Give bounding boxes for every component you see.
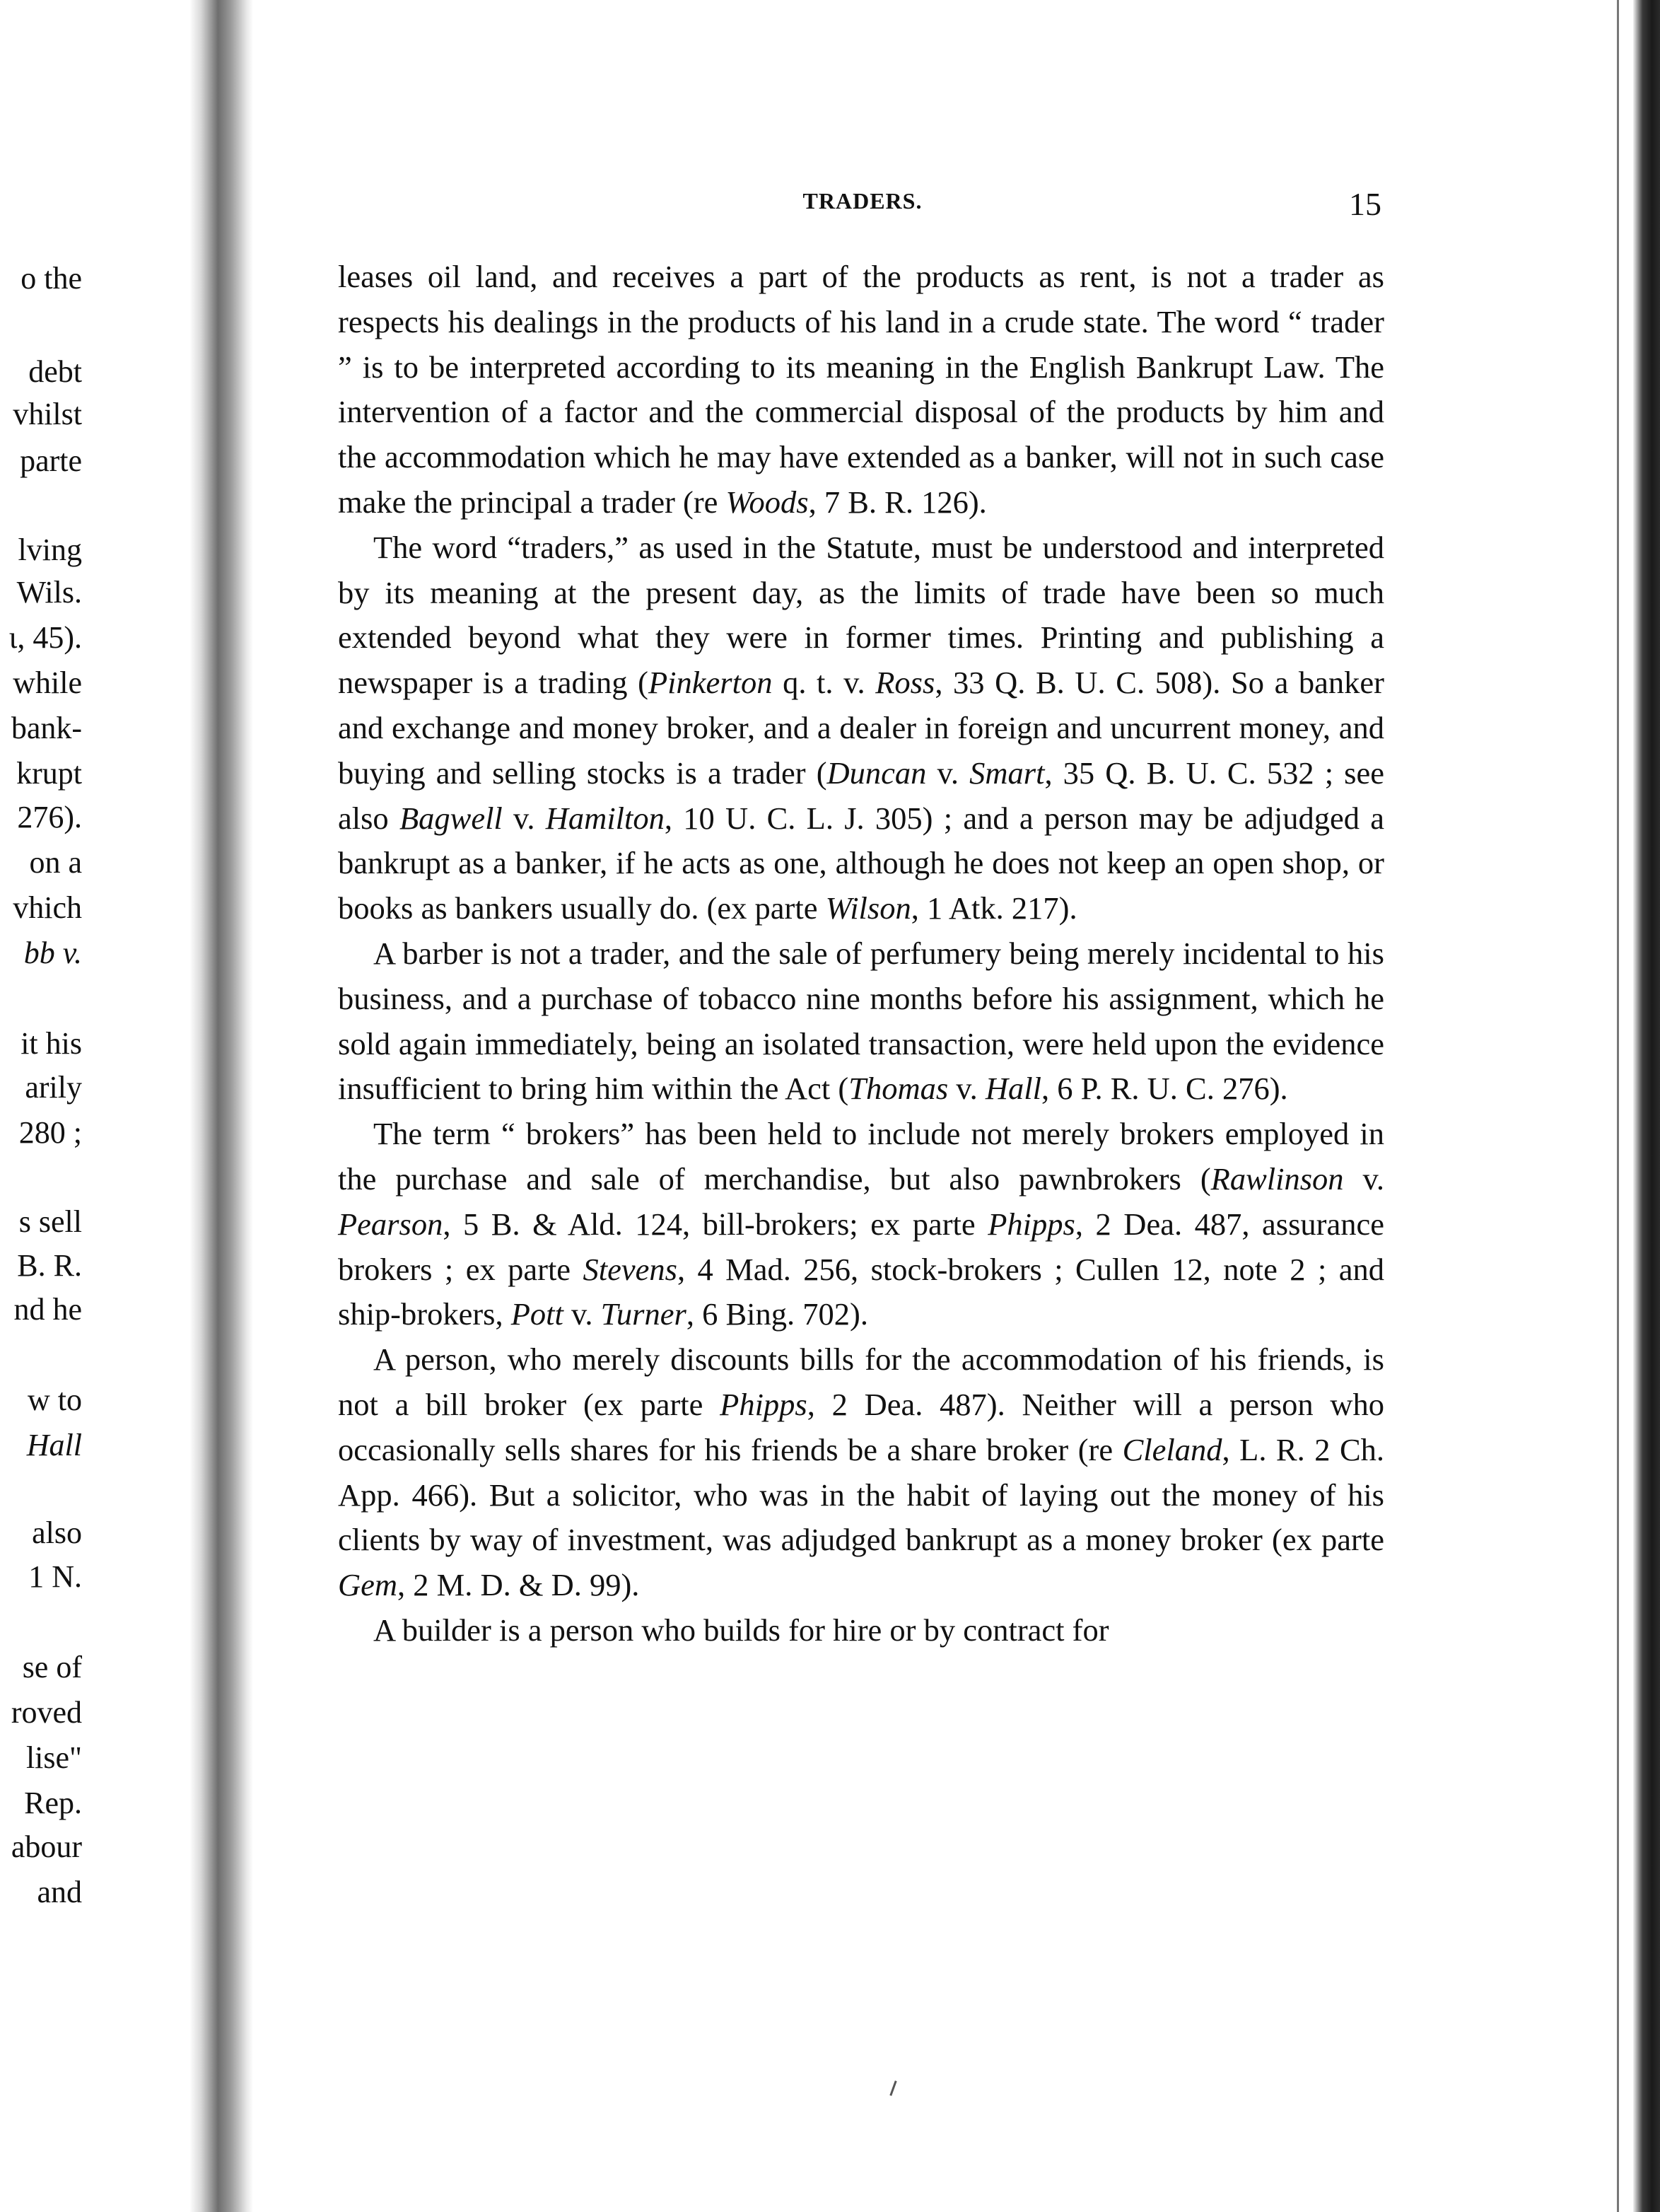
previous-page-line: Rep. xyxy=(24,1786,82,1820)
text-run: , 6 Bing. 702). xyxy=(686,1296,868,1332)
previous-page-line: o the xyxy=(21,261,82,296)
previous-page-line: vhilst xyxy=(13,397,82,431)
case-name: Stevens xyxy=(583,1251,677,1287)
previous-page-line: debt xyxy=(28,354,82,389)
previous-page-line: 1 N. xyxy=(28,1559,82,1594)
stray-ink-mark xyxy=(889,2080,896,2096)
previous-page-line: on a xyxy=(29,845,82,880)
text-run: , 6 P. R. U. C. 276). xyxy=(1041,1071,1288,1107)
previous-page-line: arily xyxy=(25,1070,82,1105)
text-run: , L. R. 2 Ch. App. 466). But a solicitor, who was in the habit of laying out the money of his clients by way of investment, was adjudged bankrupt as a money broker (ex parte xyxy=(338,1431,1385,1558)
case-name: Smart xyxy=(969,755,1045,791)
page-edge-line xyxy=(1617,0,1619,2212)
previous-page-line: s sell xyxy=(18,1204,82,1239)
previous-page-line: bank- xyxy=(11,711,82,745)
previous-page-line: bb v. xyxy=(23,936,82,970)
page-number: 15 xyxy=(1349,186,1381,222)
previous-page-line: B. R. xyxy=(17,1248,82,1283)
previous-page-line: se of xyxy=(22,1650,82,1684)
case-name: Pinkerton xyxy=(648,665,773,701)
binding-gutter-shadow xyxy=(189,0,253,2212)
previous-page-line: while xyxy=(13,665,82,700)
case-name: Hall xyxy=(985,1071,1042,1107)
paragraph xyxy=(338,525,1384,931)
previous-page-line: 276). xyxy=(17,800,82,834)
text-run: , 2 Dea. 487, assurance brokers ; ex parte xyxy=(338,1206,1384,1287)
case-name: Phipps xyxy=(988,1206,1075,1242)
case-name: Gem xyxy=(338,1567,398,1603)
paragraph xyxy=(338,1337,1384,1608)
text-run: , 35 Q. B. U. C. 532 ; see also xyxy=(338,755,1384,836)
page-header xyxy=(344,188,1381,238)
text-run: , 1 Atk. 217). xyxy=(911,890,1077,926)
case-name: Hamilton xyxy=(545,800,665,836)
book-edge-dark xyxy=(1633,0,1660,2212)
body-text xyxy=(338,255,1384,1653)
previous-page-line: it his xyxy=(21,1026,82,1061)
case-name: Ross xyxy=(875,665,935,701)
text-run: v. xyxy=(948,1071,986,1107)
text-run: A builder is a person who builds for hire or by contract for xyxy=(373,1612,1109,1648)
case-name: Phipps xyxy=(720,1386,807,1422)
previous-page-line: krupt xyxy=(16,756,82,791)
case-name: Rawlinson xyxy=(1210,1160,1344,1197)
text-run: , 10 U. C. L. J. 305) ; and a person may be adjudged a bankrupt as a banker, if he acts as one, although he does not keep an open shop, or books as bankers usually do. (ex parte xyxy=(338,800,1384,926)
previous-page-line: Hall xyxy=(26,1428,82,1462)
paragraph xyxy=(338,931,1384,1112)
text-run: leases oil land, and receives a part of the products as rent, is not a trader as respects his dealings in the products of his land in a crude state. The word “ trader ” is to be interpreted according to its meaning in the English Bankrupt Law. The intervention of a factor and the commercial disposal of the products by him and the accommodation which he may have extended as a banker, will not in such case make the principal a trader (re xyxy=(338,259,1384,520)
previous-page-line: lving xyxy=(18,532,82,567)
text-run: , 33 Q. B. U. C. 508). So a banker and exchange and money broker, and a dealer in foreign and uncurrent money, and buying and selling stocks is a trader ( xyxy=(338,665,1384,791)
previous-page-line: also xyxy=(32,1515,82,1550)
paragraph xyxy=(338,1112,1384,1337)
text-run: The term “ brokers” has been held to include not merely brokers employed in the purchase and sale of merchandise, but also pawnbrokers ( xyxy=(338,1116,1384,1197)
previous-page-line: w to xyxy=(28,1382,82,1417)
previous-page-line: and xyxy=(37,1875,82,1909)
text-run: , 4 Mad. 256, stock-brokers ; Cullen 12, note 2 ; and ship-brokers, xyxy=(338,1251,1384,1332)
text-run: A person, who merely discounts bills for the accommodation of his friends, is not a bill broker (ex parte xyxy=(338,1341,1384,1422)
case-name: Turner xyxy=(600,1296,686,1332)
case-name: Wilson xyxy=(825,890,911,926)
case-name: Duncan xyxy=(826,755,927,791)
case-name: Thomas xyxy=(848,1071,949,1107)
text-run: v. xyxy=(1343,1160,1384,1197)
case-name: Pearson xyxy=(338,1206,443,1242)
case-name: Bagwell xyxy=(399,800,503,836)
previous-page-line: 280 ; xyxy=(18,1115,82,1150)
case-name: Pott xyxy=(510,1296,563,1332)
previous-page-line: abour xyxy=(11,1829,82,1864)
previous-page-line: Wils. xyxy=(16,575,82,610)
text-run: The word “traders,” as used in the Statute, must be understood and interpreted by its meaning at the present day, as the limits of trade have been so much extended beyond what they were in former times. Printing and publishing a newspaper is a trading ( xyxy=(338,529,1384,701)
text-run: v. xyxy=(926,755,970,791)
text-run: v. xyxy=(502,800,546,836)
previous-page-line: ι, 45). xyxy=(8,620,82,655)
previous-page-line: nd he xyxy=(13,1292,82,1327)
text-run: q. t. v. xyxy=(772,665,876,701)
previous-page-line: parte xyxy=(20,443,82,478)
running-head: TRADERS. xyxy=(802,188,923,214)
text-run: , 2 Dea. 487). Neither will a person who occasionally sells shares for his friends be a share broker (re xyxy=(338,1386,1384,1467)
text-run: , 2 M. D. & D. 99). xyxy=(397,1567,640,1603)
text-run: , 7 B. R. 126). xyxy=(808,484,987,520)
previous-page-line: lise" xyxy=(25,1740,82,1775)
paragraph xyxy=(338,1608,1384,1653)
previous-page-line: vhich xyxy=(13,890,82,925)
paragraph xyxy=(338,255,1384,525)
previous-page-line: roved xyxy=(11,1695,82,1730)
previous-page-fragment-column xyxy=(0,0,88,2212)
text-run: v. xyxy=(563,1296,601,1332)
case-name: Woods xyxy=(725,484,809,520)
case-name: Cleland xyxy=(1122,1431,1222,1467)
text-run: , 5 B. & Ald. 124, bill-brokers; ex parte xyxy=(443,1206,988,1242)
text-run: A barber is not a trader, and the sale of perfumery being merely incidental to his business, and a purchase of tobacco nine months before his assignment, which he sold again immediately, being an isolated transaction, were held upon the evidence insufficient to bring him within the Act ( xyxy=(338,935,1384,1107)
